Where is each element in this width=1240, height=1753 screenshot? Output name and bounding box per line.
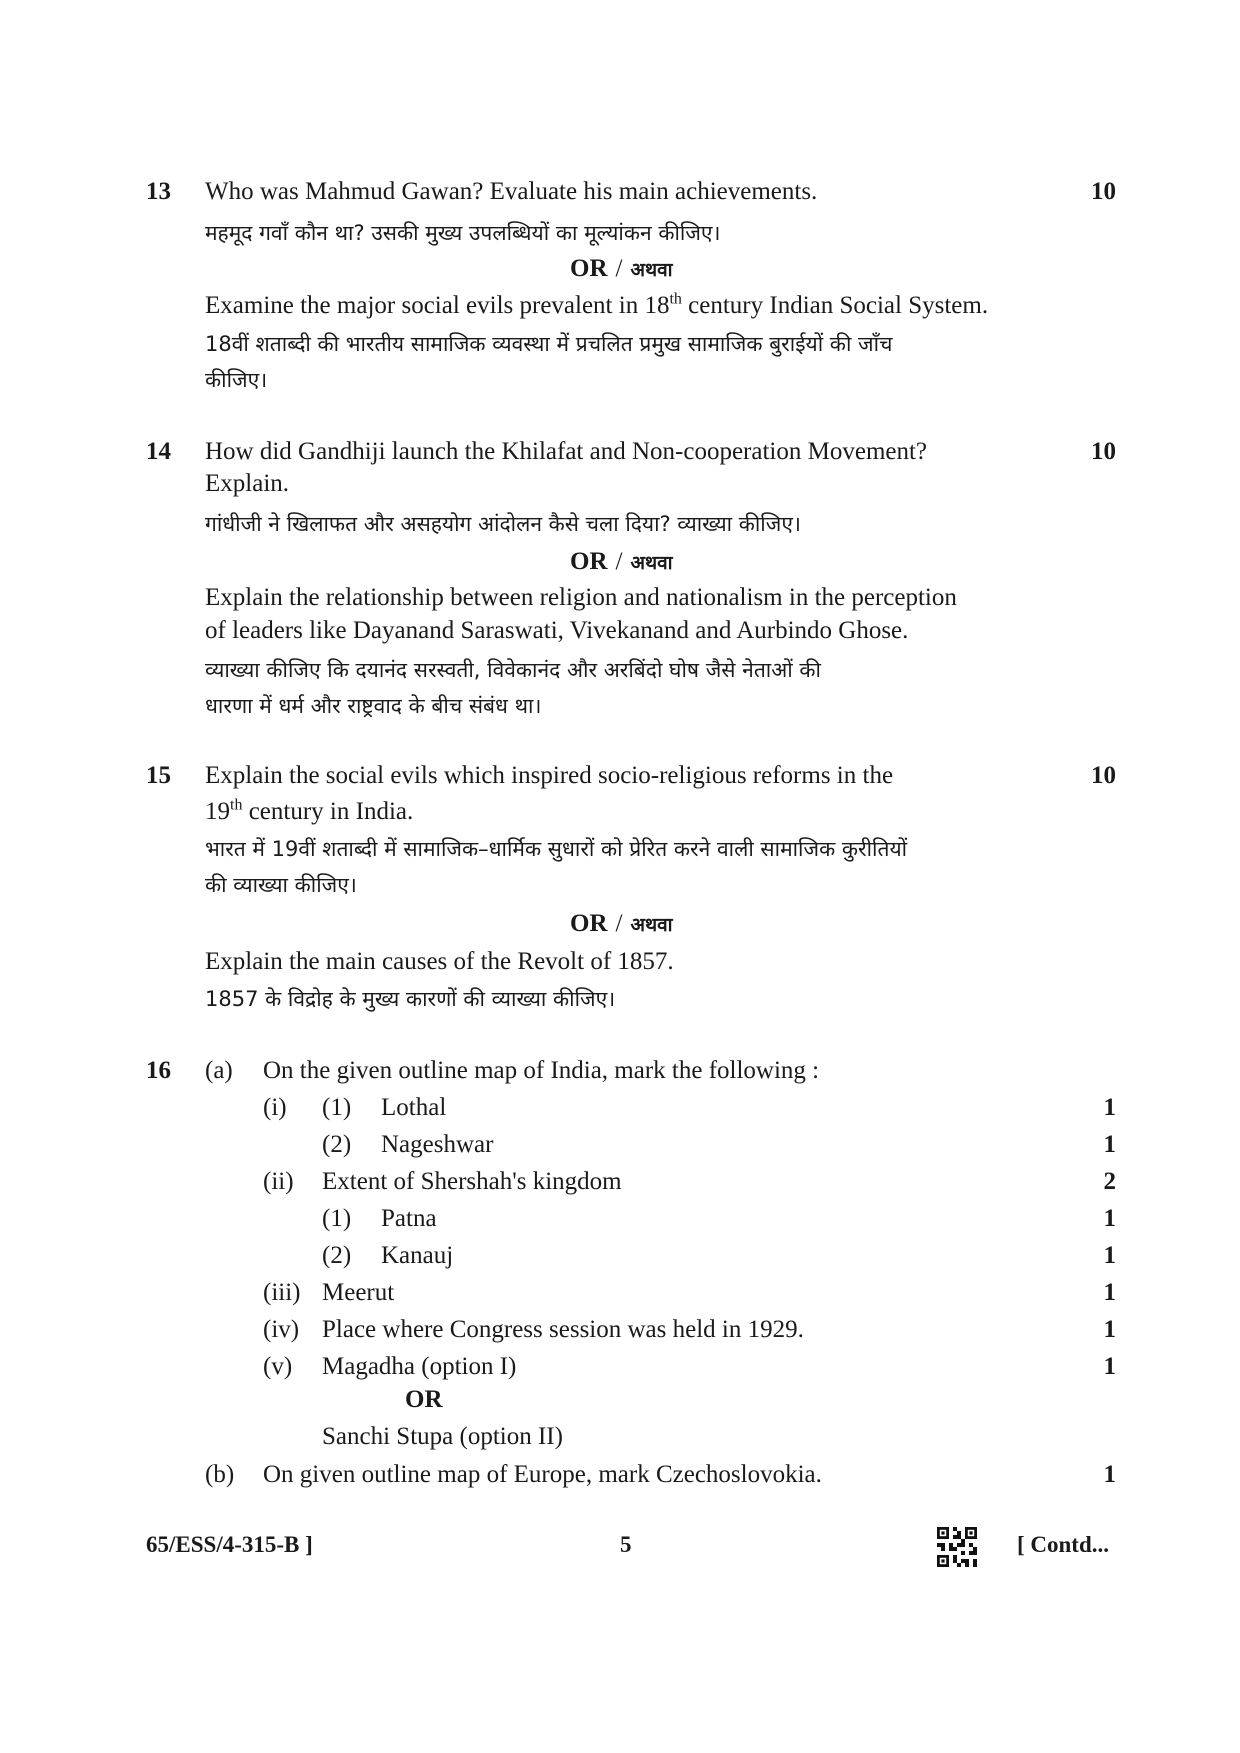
question-15-text-line-2: 19th century in India. <box>205 796 414 825</box>
question-15-or <box>570 908 673 941</box>
item-sub: (2) <box>322 1131 352 1158</box>
question-14-hindi: गांधीजी ने खिलाफत और असहयोग आंदोलन कैसे चला दिया? व्याख्या कीजिए। <box>205 512 801 536</box>
question-16-part-a-label: (a) <box>205 1057 233 1084</box>
question-13-hindi: महमूद गवाँ कौन था? उसकी मुख्य उपलब्धियों का मूल्यांकन कीजिए। <box>205 221 721 245</box>
or-separator: / <box>615 910 623 937</box>
question-16-option-2: Sanchi Stupa (option II) <box>322 1423 563 1450</box>
footer-page-number: 5 <box>620 1532 632 1557</box>
item-sub: (1) <box>322 1094 352 1121</box>
or-label: OR <box>570 255 608 282</box>
question-13-number: 13 <box>146 178 171 205</box>
question-16-part-a-text: On the given outline map of India, mark the following : <box>263 1057 820 1084</box>
question-15-number: 15 <box>146 762 171 789</box>
item-marks: 1 <box>1103 1316 1116 1343</box>
item-roman: (iv) <box>263 1316 300 1343</box>
or-label: OR <box>570 548 608 575</box>
question-15-text-line-1: Explain the social evils which inspired socio-religious reforms in the <box>205 762 894 789</box>
item-marks: 2 <box>1103 1168 1116 1195</box>
question-13-alternative-hindi-line-1: 18वीं शताब्दी की भारतीय सामाजिक व्यवस्था में प्रचलित प्रमुख सामाजिक बुराईयों की जाँच <box>205 332 893 356</box>
footer-continued: [ Contd... <box>1017 1532 1110 1557</box>
item-sub: (2) <box>322 1242 352 1269</box>
item-text: Place where Congress session was held in 1929. <box>322 1316 804 1343</box>
item-text: Lothal <box>381 1094 447 1121</box>
item-roman: (ii) <box>263 1168 294 1195</box>
or-hindi-label: अथवा <box>630 259 673 281</box>
or-hindi-label: अथवा <box>630 914 673 936</box>
qr-code-icon <box>937 1527 977 1567</box>
item-text: Patna <box>381 1205 437 1232</box>
item-marks: 1 <box>1103 1353 1116 1380</box>
item-text: Extent of Shershah's kingdom <box>322 1168 622 1195</box>
or-label: OR <box>570 910 608 937</box>
question-16-part-b-text: On given outline map of Europe, mark Czechoslovokia. <box>263 1461 822 1488</box>
question-14-text-line-2: Explain. <box>205 470 290 497</box>
item-roman: (v) <box>263 1353 293 1380</box>
question-13-alternative-hindi-line-2: कीजिए। <box>205 368 268 392</box>
question-16-part-b-label: (b) <box>205 1461 235 1488</box>
question-13-or <box>570 253 673 286</box>
question-15-hindi-line-2: की व्याख्या कीजिए। <box>205 873 357 897</box>
item-marks: 1 <box>1103 1205 1116 1232</box>
item-marks: 1 <box>1103 1242 1116 1269</box>
question-14-marks: 10 <box>1091 438 1116 465</box>
item-marks: 1 <box>1103 1131 1116 1158</box>
question-13-marks: 10 <box>1091 178 1116 205</box>
question-15-alternative-hindi: 1857 के विद्रोह के मुख्य कारणों की व्याख्या कीजिए। <box>205 987 616 1011</box>
question-14-alternative-hindi-line-1: व्याख्या कीजिए कि दयानंद सरस्वती, विवेकानंद और अरबिंदो घोष जैसे नेताओं की <box>205 658 821 682</box>
question-14-alternative-line-2: of leaders like Dayanand Saraswati, Vivekanand and Aurbindo Ghose. <box>205 617 909 644</box>
question-14-alternative-hindi-line-2: धारणा में धर्म और राष्ट्रवाद के बीच संबंध था। <box>205 694 542 718</box>
item-roman: (iii) <box>263 1279 301 1306</box>
question-15-alternative-text: Explain the main causes of the Revolt of 1857. <box>205 948 674 975</box>
item-text: Magadha (option I) <box>322 1353 517 1380</box>
question-16-or: OR <box>405 1386 443 1413</box>
question-14-text-line-1: How did Gandhiji launch the Khilafat and Non-cooperation Movement? <box>205 438 928 465</box>
question-15-marks: 10 <box>1091 762 1116 789</box>
or-separator: / <box>615 548 623 575</box>
question-13-alternative-text: Examine the major social evils prevalent in 18th century Indian Social System. <box>205 290 989 319</box>
question-14-or <box>570 546 673 579</box>
item-text: Meerut <box>322 1279 395 1306</box>
or-separator: / <box>615 255 623 282</box>
item-marks: 1 <box>1103 1279 1116 1306</box>
question-13-text: Who was Mahmud Gawan? Evaluate his main achievements. <box>205 178 818 205</box>
question-15-hindi-line-1: भारत में 19वीं शताब्दी में सामाजिक–धार्मिक सुधारों को प्रेरित करने वाली सामाजिक कुरीतियों <box>205 837 908 861</box>
question-16-part-b-marks: 1 <box>1103 1461 1116 1488</box>
item-roman: (i) <box>263 1094 287 1121</box>
footer-paper-code: 65/ESS/4-315-B ] <box>146 1532 313 1557</box>
item-text: Nageshwar <box>381 1131 494 1158</box>
item-marks: 1 <box>1103 1094 1116 1121</box>
question-16-number: 16 <box>146 1057 171 1084</box>
or-hindi-label: अथवा <box>630 552 673 574</box>
question-14-number: 14 <box>146 438 171 465</box>
question-14-alternative-line-1: Explain the relationship between religion and nationalism in the perception <box>205 584 957 611</box>
item-text: Kanauj <box>381 1242 454 1269</box>
item-sub: (1) <box>322 1205 352 1232</box>
